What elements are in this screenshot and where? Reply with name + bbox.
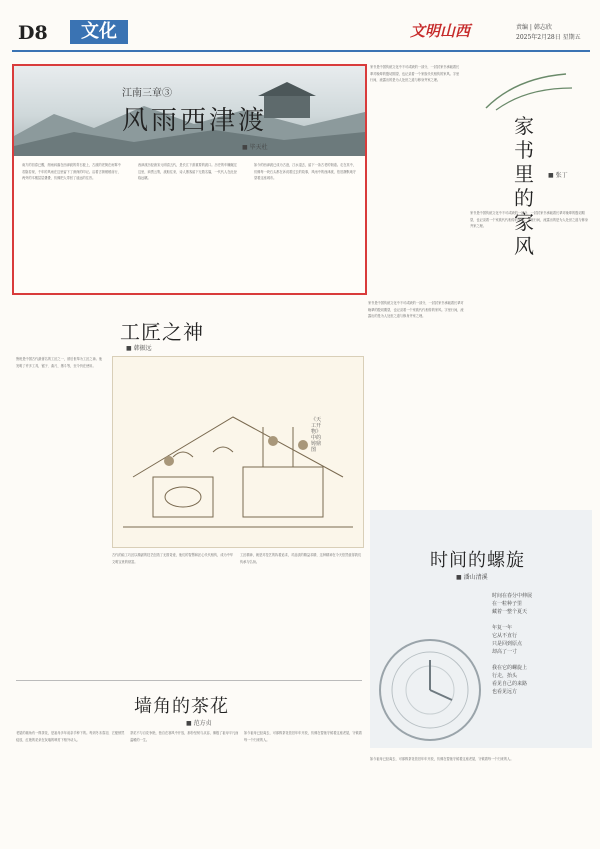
feature-series: 江南三章③ xyxy=(122,88,172,99)
spiral-title: 时间的螺旋 xyxy=(430,550,525,571)
poem-line: 年复一年 xyxy=(492,625,513,631)
tea-byline: ■ 范方贞 xyxy=(186,720,212,727)
section-badge xyxy=(70,20,128,44)
family-body-col1: 家书是中国传统文化中不可或缺的一部分，一封封家书承载着长辈对晚辈的殷切期望，也记录着一个家族代代相传的家风。字里行间，流露出的是为人处世之道与修身齐家之理。 xyxy=(370,65,460,82)
poem-line: 在一粒种子里 xyxy=(492,601,523,607)
feature-box xyxy=(12,64,367,295)
feature-title: 风雨西津渡 xyxy=(122,106,268,136)
poem-line xyxy=(492,616,584,624)
family-title: 家书里的家风 xyxy=(514,114,534,258)
spiral-box xyxy=(370,510,592,748)
feature-body-col2: 西津渡历经唐宋元明清五代，是长江下游重要的渡口。历史的车辙碾过这里，商贾云集，渡船往来，诗人墨客留下无数名篇，一代代人在此登临远眺。 xyxy=(138,163,237,180)
craftsman-body-col2: 古代的能工巧匠以精湛的技艺创造了无数奇迹，他们的智慧和匠心代代相传，成为中华文明宝贵的财富。 xyxy=(112,553,234,564)
feature-byline: ■ 毕天杜 xyxy=(242,144,268,151)
poem-line: 行走，抬头 xyxy=(492,673,518,679)
tea-body-col3: 如今祖母已经离去，可那株茶花依旧年年开放，仿佛在替她守候着这座老屋，守候着每一个归来的人。 xyxy=(244,731,362,742)
poem-line: 只是回到原点 xyxy=(492,641,523,647)
poem-line: 我在它的螺旋上 xyxy=(492,665,528,671)
section-divider xyxy=(16,680,362,681)
header-rule xyxy=(12,50,590,52)
orchid-decoration xyxy=(476,68,576,112)
poem-line: 却高了一寸 xyxy=(492,649,518,655)
feature-body-col1: 南方的初春已醒，细雨斜落在西津渡的青石板上，古渡的老街在雨雾中若隐若现，千年的风雨在这里留下了深深的印记。沿着古街缓缓前行，两旁的木楼层层叠叠，仿佛把人带回了遥远的往昔。 xyxy=(22,163,121,180)
header-logo: 文明山西 xyxy=(410,22,471,40)
craftsman-caption: 《天工开物》中的铸鼎图 xyxy=(311,417,322,453)
feature-body-col3: 如今的西津渡已成为古迹，江水退去，留下一条古老的街道。走在其中，仿佛每一块石头都在诉说着过去的故事，风雨中的西津渡，依旧静默地守望着这座城市。 xyxy=(254,163,356,180)
editor-line: 责编 | 韩志欣 xyxy=(516,24,552,31)
tea-body-col2: 茶花不与百花争艳，独自在寒风中开放，那份坚韧与从容，像极了祖母平凡而温暖的一生。 xyxy=(130,731,239,742)
tea-title: 墙角的茶花 xyxy=(134,696,229,717)
date-line: 2025年2月28日 星期五 xyxy=(516,34,581,41)
clock-illustration xyxy=(374,634,486,746)
poem-line: 也看见远方 xyxy=(492,689,518,695)
craftsman-title: 工匠之神 xyxy=(120,320,204,344)
poem-line: 时间在春分中伸展 xyxy=(492,593,533,599)
page-label: D8 xyxy=(18,22,48,44)
craftsman-body-col1: 鲁班是中国古代最著名的工匠之一，被后世奉为工匠之神。他发明了许多工具，锯子、曲尺、墨斗等，至今仍在使用。 xyxy=(16,357,103,368)
poem-line: 它从不直行 xyxy=(492,633,518,639)
craftsman-body-col3: 工匠精神，就是对技艺的执着追求，对品质的精益求精，这种精神在今天依然值得我们传承与弘扬。 xyxy=(240,553,362,564)
middle-body-col: 家书是中国传统文化中不可或缺的一部分，一封封家书承载着长辈对晚辈的殷切期望，也记录着一个家族代代相传的家风。字里行间，流露出的是为人处世之道与修身齐家之理。 xyxy=(368,301,464,318)
spiral-poem xyxy=(492,592,584,696)
craftsman-byline: ■ 韩振远 xyxy=(126,345,152,352)
craftsman-illustration xyxy=(112,356,364,548)
family-body-col2: 家书是中国传统文化中不可或缺的一部分，一封封家书承载着长辈对晚辈的殷切期望，也记录着一个家族代代相传的家风。字里行间，流露出的是为人处世之道与修身齐家之理。 xyxy=(470,211,588,228)
right-bottom-body: 如今祖母已经离去，可那株茶花依旧年年开放，仿佛在替她守候着这座老屋，守候着每一个归来的人。 xyxy=(370,757,514,761)
spiral-byline: ■ 潘山清溪 xyxy=(456,574,488,581)
family-byline: ■ 张丁 xyxy=(548,172,568,179)
poem-line xyxy=(492,656,584,664)
tea-body-col1: 老屋的墙角有一株茶花，是祖母多年前亲手种下的。每到冬末春初，它便悄然绽放，红艳的花朵在灰墙的映衬下格外动人。 xyxy=(16,731,125,742)
page-header xyxy=(12,18,590,56)
feature-banner xyxy=(14,66,365,156)
section-label: 文化 xyxy=(81,21,117,42)
poem-line: 藏着一整个夏天 xyxy=(492,609,528,615)
poem-line: 看见自己的来路 xyxy=(492,681,528,687)
